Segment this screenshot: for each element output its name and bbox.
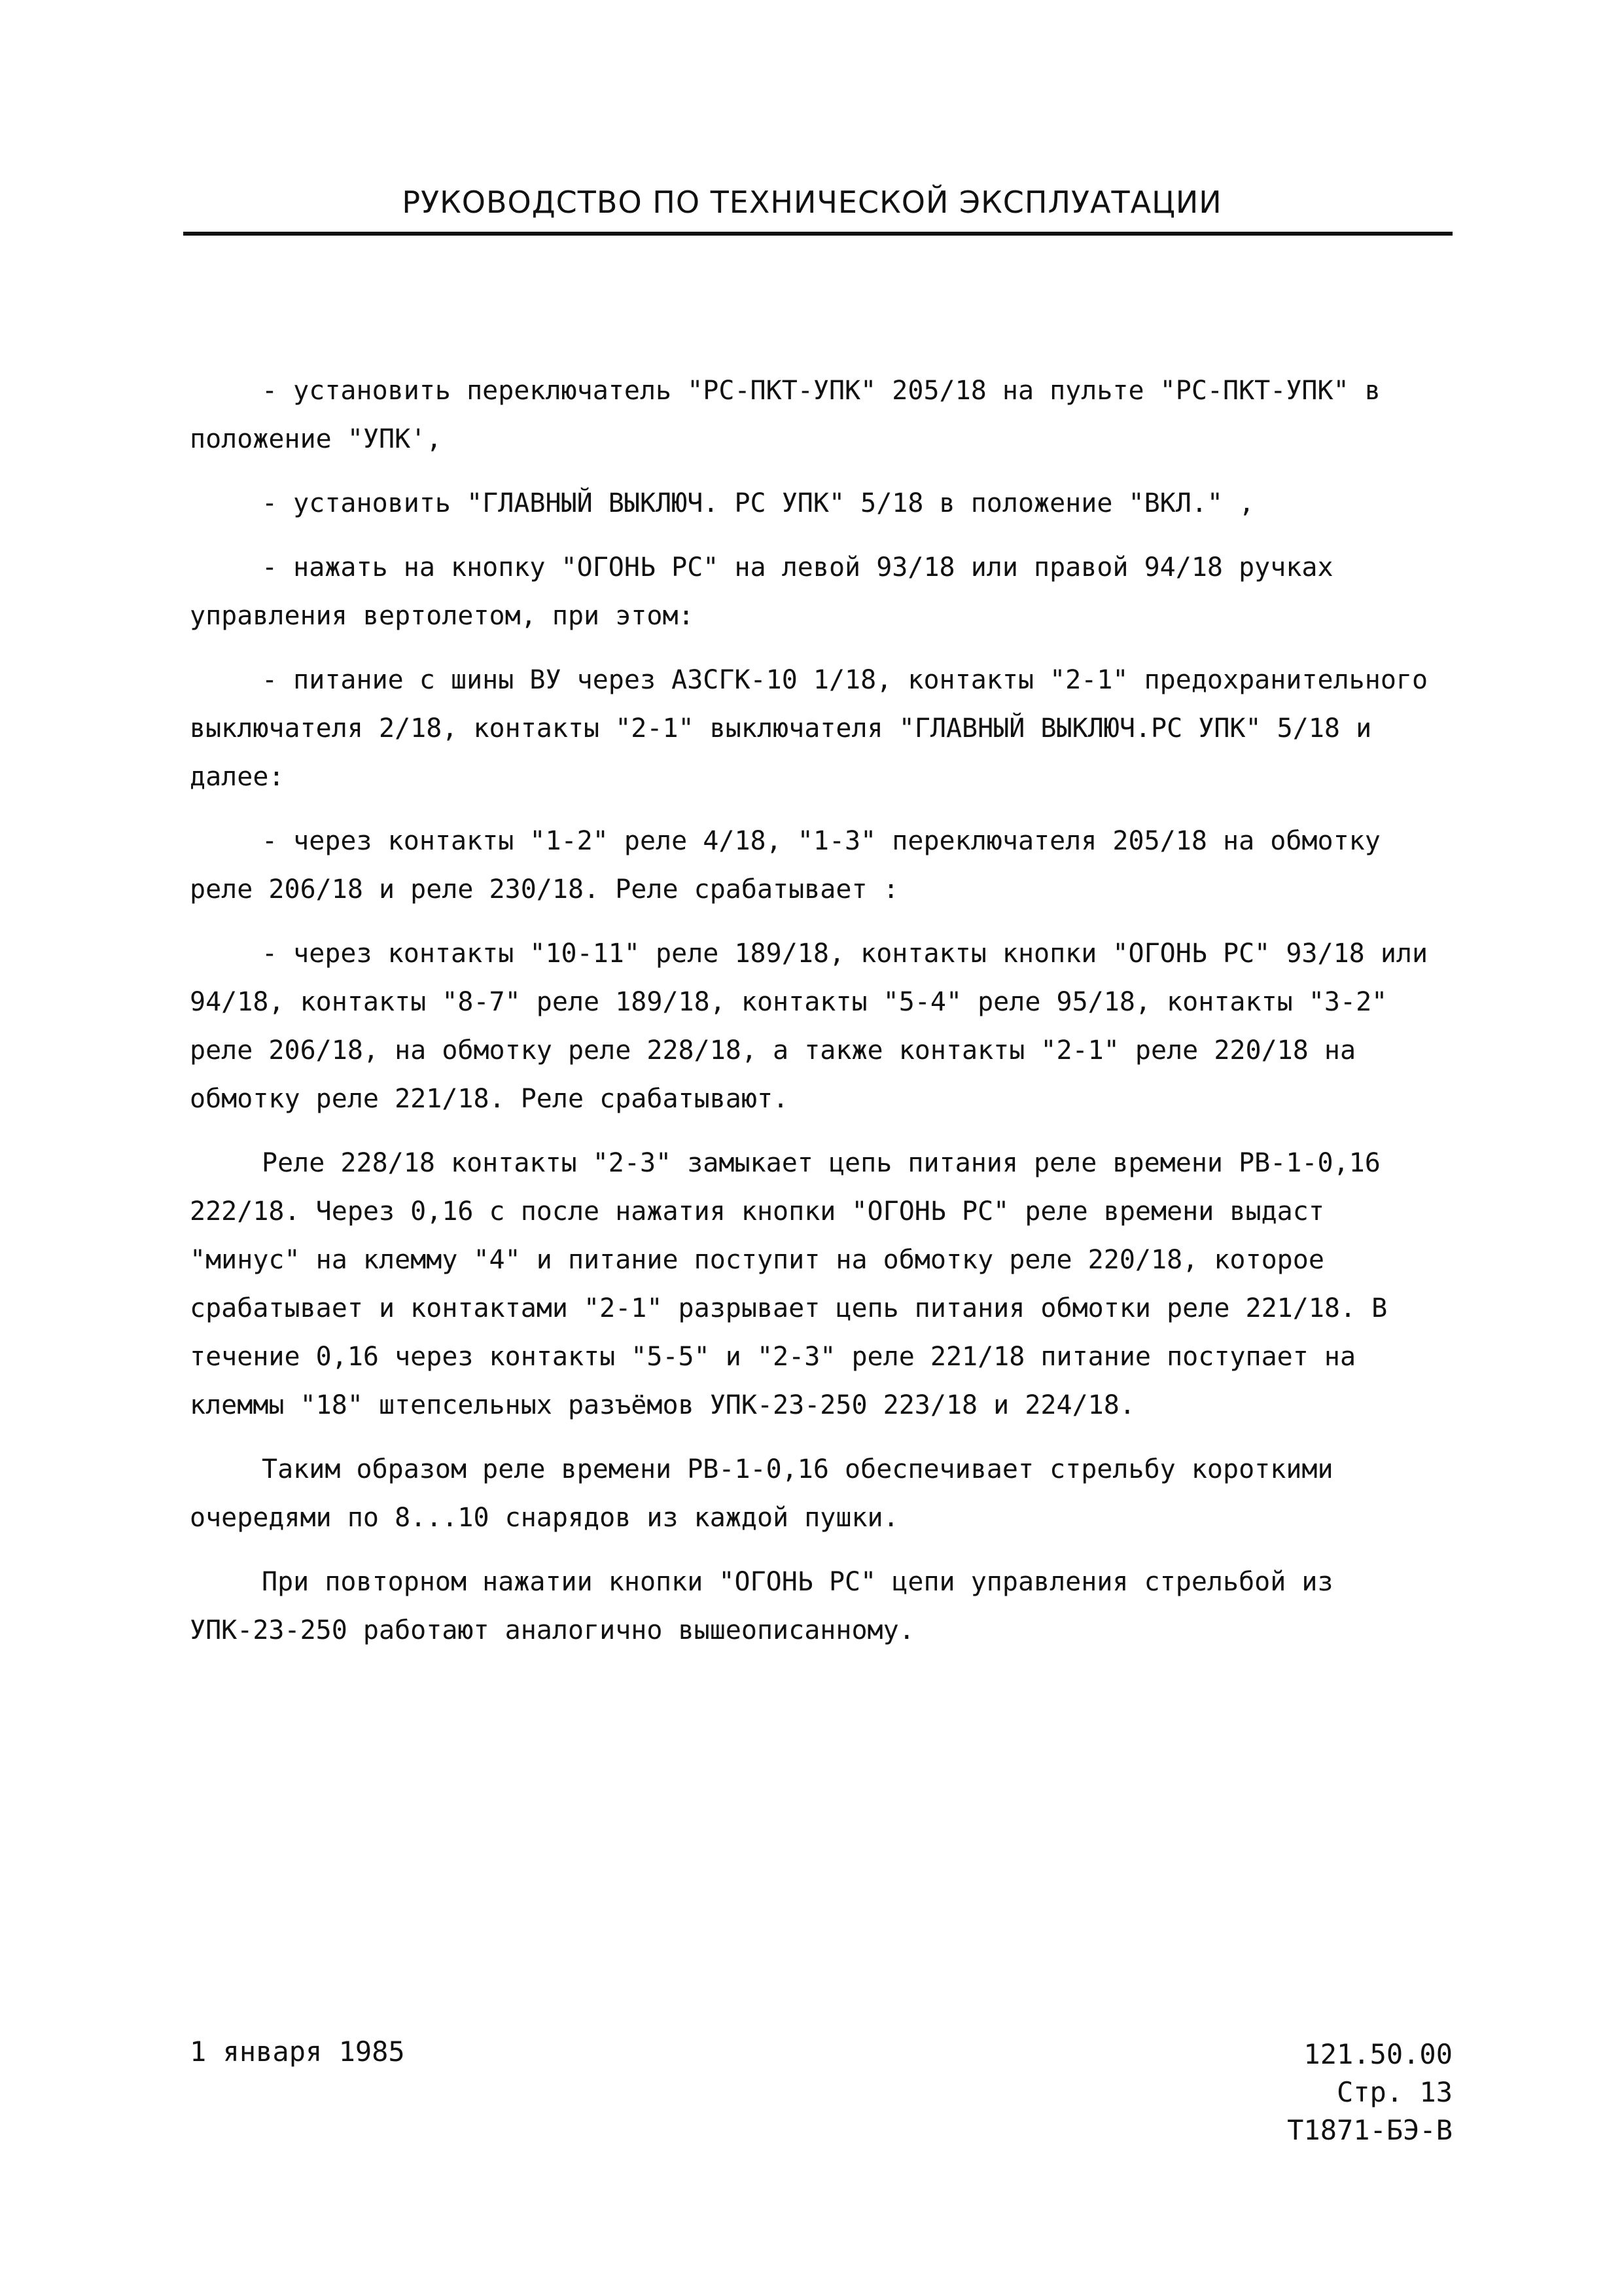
paragraph-9: При повторном нажатии кнопки "ОГОНЬ РС" цепи управления стрельбой из УПК-23-250 работают аналогично вышеописанному. <box>190 1567 1333 1645</box>
footer-doc-code: 121.50.00 <box>1303 2038 1453 2070</box>
page-header-title: РУКОВОДСТВО ПО ТЕХНИЧЕСКОЙ ЭКСПЛУАТАЦИИ <box>402 185 1222 220</box>
paragraph-5: - через контакты "1-2" реле 4/18, "1-3" переключателя 205/18 на обмотку реле 206/18 и реле 230/18. Реле срабатывает : <box>190 826 1381 905</box>
paragraph-8: Таким образом реле времени РВ-1-0,16 обеспечивает стрельбу короткими очередями по 8...10 снарядов из каждой пушки. <box>190 1454 1333 1533</box>
footer-revision: Т1871-БЭ-В <box>1287 2114 1453 2146</box>
document-body <box>190 367 1433 1670</box>
paragraph-4: - питание с шины ВУ через АЗСГК-10 1/18, контакты "2-1" предохранительного выключателя 2/18, контакты "2-1" выключателя "ГЛАВНЫЙ ВЫКЛЮЧ.РС УПК" 5/18 и далее: <box>190 665 1428 792</box>
footer-date: 1 января 1985 <box>190 2036 405 2068</box>
paragraph-7: Реле 228/18 контакты "2-3" замыкает цепь питания реле времени РВ-1-0,16 222/18. Через 0,16 с после нажатия кнопки "ОГОНЬ РС" реле времени выдаст "минус" на клемму "4" и питание поступит на обмотку реле 220/18, которое срабатывает и контактами "2-1" разрывает цепь питания обмотки реле 221/18. В течение 0,16 через контакты "5-5" и "2-3" реле 221/18 питание поступает на клеммы "18" штепсельных разъёмов УПК-23-250 223/18 и 224/18. <box>190 1148 1388 1420</box>
footer-doc-info <box>1112 2036 1453 2149</box>
paragraph-2: - установить "ГЛАВНЫЙ ВЫКЛЮЧ. РС УПК" 5/18 в положение "ВКЛ." , <box>262 488 1255 518</box>
footer-page-number: Стр. 13 <box>1336 2076 1453 2108</box>
paragraph-1: - установить переключатель "РС-ПКТ-УПК" 205/18 на пульте "РС-ПКТ-УПК" в положение "УПК', <box>190 376 1381 454</box>
paragraph-6: - через контакты "10-11" реле 189/18, контакты кнопки "ОГОНЬ РС" 93/18 или 94/18, контакты "8-7" реле 189/18, контакты "5-4" реле 95/18, контакты "3-2" реле 206/18, на обмотку реле 228/18, а также контакты "2-1" реле 220/18 на обмотку реле 221/18. Реле срабатывают. <box>190 939 1428 1114</box>
paragraph-3: - нажать на кнопку "ОГОНЬ РС" на левой 93/18 или правой 94/18 ручках управления вертолетом, при этом: <box>190 552 1333 631</box>
header-divider <box>183 232 1453 236</box>
